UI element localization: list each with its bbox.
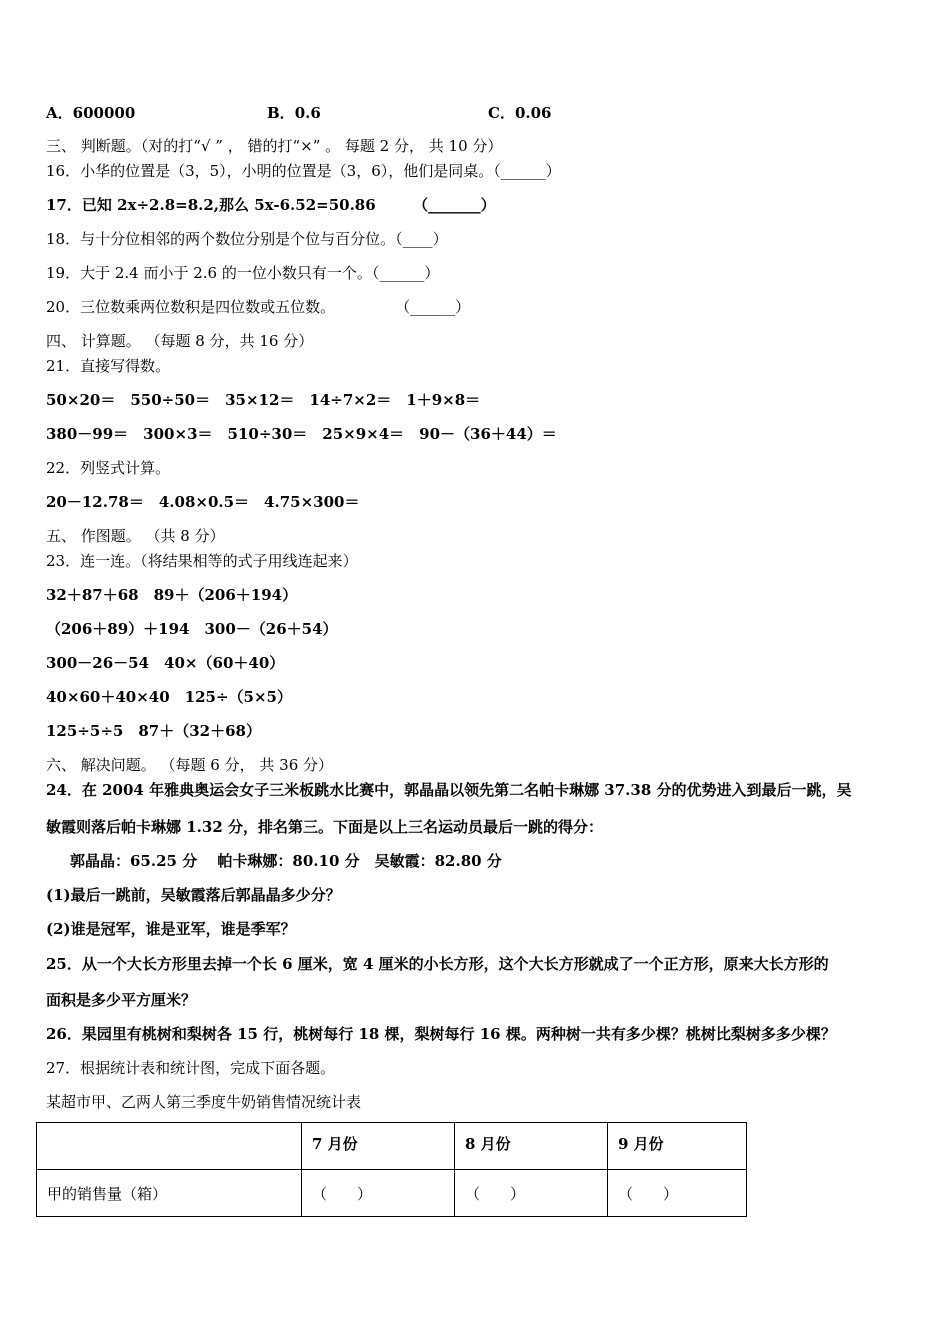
table-cell: （ ） xyxy=(455,1170,608,1217)
section-6-heading: 六、 解决问题。 （每题 6 分， 共 36 分） xyxy=(46,756,334,774)
question-24-scores: 郭晶晶：65.25 分 帕卡琳娜：80.10 分 吴敏霞：82.80 分 xyxy=(70,852,502,870)
section-5-heading: 五、 作图题。 （共 8 分） xyxy=(46,527,225,545)
question-23: 23．连一连。（将结果相等的式子用线连起来） xyxy=(46,552,358,570)
question-17: 17．已知 2x÷2.8=8.2,那么 5x-6.52=50.86 （_______） xyxy=(46,196,496,214)
table-row xyxy=(37,1170,747,1217)
question-24-line-1: 24．在 2004 年雅典奥运会女子三米板跳水比赛中，郭晶晶以领先第二名帕卡琳娜 37.38 分的优势进入到最后一跳，吴 xyxy=(46,781,852,799)
question-22: 22．列竖式计算。 xyxy=(46,459,171,477)
question-23-row-5: 125÷5÷5 87＋（32＋68） xyxy=(46,722,261,740)
question-25-line-2: 面积是多少平方厘米？ xyxy=(46,991,197,1009)
question-20: 20．三位数乘两位数积是四位数或五位数。 （______） xyxy=(46,298,471,316)
question-23-row-3: 300－26－54 40×（60＋40） xyxy=(46,654,285,672)
table-cell: 甲的销售量（箱） xyxy=(37,1170,302,1217)
sales-table xyxy=(36,1122,747,1217)
question-26: 26．果园里有桃树和梨树各 15 行，桃树每行 18 棵，梨树每行 16 棵。两种树一共有多少棵？桃树比梨树多多少棵？ xyxy=(46,1025,836,1043)
table-header-cell xyxy=(37,1123,302,1170)
question-25-line-1: 25．从一个大长方形里去掉一个长 6 厘米，宽 4 厘米的小长方形，这个大长方形就成了一个正方形，原来大长方形的 xyxy=(46,955,829,973)
question-22-row: 20－12.78＝ 4.08×0.5＝ 4.75×300＝ xyxy=(46,493,360,511)
question-21-row-1: 50×20＝ 550÷50＝ 35×12＝ 14÷7×2＝ 1＋9×8＝ xyxy=(46,391,481,409)
table-header-cell: 9 月份 xyxy=(608,1123,747,1170)
table-title: 某超市甲、乙两人第三季度牛奶销售情况统计表 xyxy=(46,1093,362,1111)
question-21-row-2: 380－99＝ 300×3＝ 510÷30＝ 25×9×4＝ 90－（36＋44）＝ xyxy=(46,425,557,443)
table-header-cell: 7 月份 xyxy=(302,1123,455,1170)
question-23-row-2: （206＋89）＋194 300－（26＋54） xyxy=(46,620,338,638)
table-cell: （ ） xyxy=(302,1170,455,1217)
question-24-part-1: (1)最后一跳前，吴敏霞落后郭晶晶多少分？ xyxy=(46,886,341,904)
question-19: 19．大于 2.4 而小于 2.6 的一位小数只有一个。（______） xyxy=(46,264,440,282)
option-b: B．0.6 xyxy=(267,104,321,122)
question-24-part-2: (2)谁是冠军，谁是亚军，谁是季军？ xyxy=(46,920,296,938)
option-c: C．0.06 xyxy=(488,104,552,122)
section-3-heading: 三、 判断题。（对的打“√ ” ， 错的打“×” 。 每题 2 分， 共 10 分） xyxy=(46,137,503,155)
question-21: 21．直接写得数。 xyxy=(46,357,171,375)
table-cell: （ ） xyxy=(608,1170,747,1217)
question-27: 27．根据统计表和统计图，完成下面各题。 xyxy=(46,1059,336,1077)
question-23-row-1: 32＋87＋68 89＋（206＋194） xyxy=(46,586,298,604)
question-18: 18．与十分位相邻的两个数位分别是个位与百分位。（____） xyxy=(46,230,448,248)
table-header-cell: 8 月份 xyxy=(455,1123,608,1170)
table-header-row xyxy=(37,1123,747,1170)
option-a: A．600000 xyxy=(46,104,136,122)
question-16: 16．小华的位置是（3，5），小明的位置是（3，6），他们是同桌。（______） xyxy=(46,162,561,180)
section-4-heading: 四、 计算题。 （每题 8 分，共 16 分） xyxy=(46,332,314,350)
question-23-row-4: 40×60＋40×40 125÷（5×5） xyxy=(46,688,292,706)
question-24-line-2: 敏霞则落后帕卡琳娜 1.32 分，排名第三。下面是以上三名运动员最后一跳的得分： xyxy=(46,818,603,836)
